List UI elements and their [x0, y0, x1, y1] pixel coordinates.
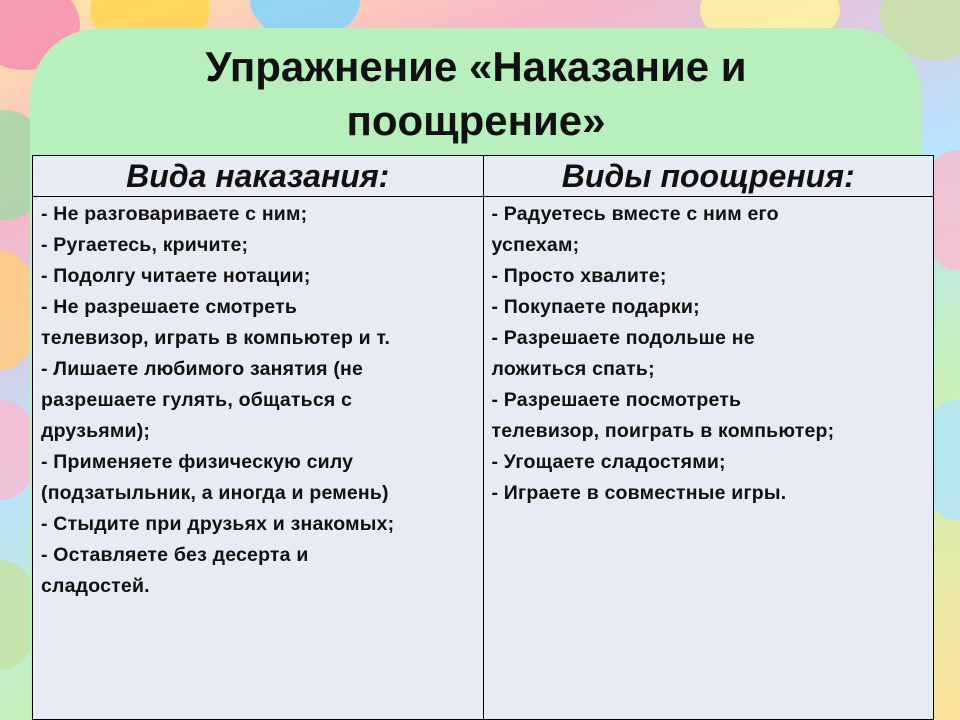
list-item: - Просто хвалите; [491, 265, 667, 287]
list-item: (подзатыльник, а иногда и ремень) [41, 482, 389, 504]
punishments-cell [33, 197, 484, 720]
list-item: - Угощаете сладостями; [491, 451, 726, 473]
list-item: - Стыдите при друзьях и знакомых; [41, 513, 395, 535]
list-item: разрешаете гулять, общаться с [41, 389, 353, 411]
list-item: - Разрешаете подольше не [491, 327, 755, 349]
list-item: - Радуетесь вместе с ним его [491, 203, 779, 225]
list-item: - Подолгу читаете нотации; [41, 265, 311, 287]
page-title [30, 40, 922, 148]
list-item: - Покупаете подарки; [491, 296, 700, 318]
list-item: - Не разрешаете смотреть [41, 296, 298, 318]
list-item: - Разрешаете посмотреть [491, 389, 742, 411]
list-item: - Применяете физическую силу [41, 451, 354, 473]
list-item: успехам; [491, 234, 580, 256]
table-header-row [33, 156, 934, 197]
list-item: - Оставляете без десерта и [41, 544, 309, 566]
header-punishments: Вида наказания: [33, 156, 484, 197]
list-item: сладостей. [41, 575, 150, 597]
list-item: - Не разговариваете с ним; [41, 203, 308, 225]
list-item: телевизор, поиграть в компьютер; [491, 420, 835, 442]
list-item: друзьями); [41, 420, 151, 442]
comparison-table [32, 155, 934, 720]
rewards-cell [483, 197, 934, 720]
table-row [33, 197, 934, 720]
list-item: телевизор, играть в компьютер и т. [41, 327, 391, 349]
list-item: ложиться спать; [491, 358, 655, 380]
list-item: - Играете в совместные игры. [491, 482, 787, 504]
list-item: - Ругаетесь, кричите; [41, 234, 249, 256]
list-item: - Лишаете любимого занятия (не [41, 358, 364, 380]
page-title-line-1: Упражнение «Наказание и [205, 43, 747, 90]
header-rewards: Виды поощрения: [483, 156, 934, 197]
page-title-line-2: поощрение» [346, 97, 606, 144]
